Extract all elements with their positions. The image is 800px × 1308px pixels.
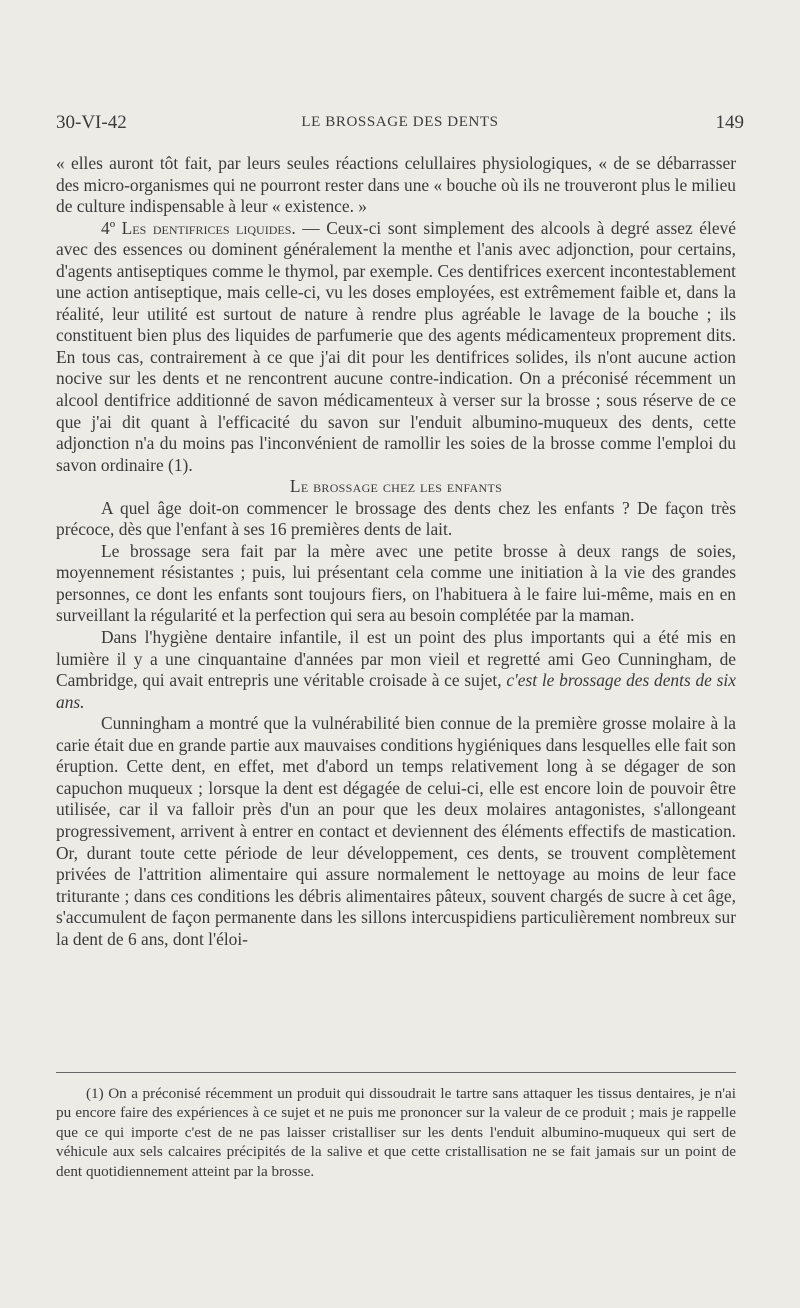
header-date: 30-VI-42 <box>56 112 127 133</box>
section-4-text: — Ceux-ci sont simplement des alcools à degré assez élevé avec des essences ou dominent généralement la menthe et l'anis avec adjonction, pour certains, d'agents antiseptiques comme le thymol, par exemple. Ces dentifrices exercent incontestablement une action antiseptique, mais celle-ci, vu les doses employées, est extrêmement faible et, dans la réalité, leur utilité est surtout de nature à rendre plus agréable le lavage de la bouche ; ils constituent bien plus des liquides de parfumerie que des agents médicamenteux proprement dits. En tous cas, contrairement à ce que j'ai dit pour les dentifrices solides, ils n'ont aucune action nocive sur les dents et ne rencontrent aucune contre-indication. On a préconisé récemment un alcool dentifrice additionné de savon médicamenteux à verser sur la brosse ; sous réserve de ce que j'ai dit quant à l'efficacité du savon sur l'enduit albumino-muqueux des dents, cette adjonction n'a du moins pas l'inconvénient de ramollir les soies de la brosse comme l'emploi du savon ordinaire (1). <box>56 217 736 475</box>
quote-paragraph: « elles auront tôt fait, par leurs seules réactions celullaires physiologiques, « de se débarrasser des micro-organismes qui ne pourront rester dans une « bouche où ils ne trouveront plus le milieu de culture indispensable à leur « existence. » <box>56 153 736 217</box>
paragraph-hygiene-italic: c'est le brossage des dents de six ans. <box>56 670 736 712</box>
header-title: LE BROSSAGE DES DENTS <box>301 114 499 130</box>
section-4-paragraph <box>56 218 736 477</box>
paragraph-age: A quel âge doit-on commencer le brossage des dents chez les enfants ? De façon très précoce, dès que l'enfant à ses 16 premières dents de lait. <box>56 497 736 540</box>
main-text <box>56 153 736 950</box>
paragraph-hygiene <box>56 627 736 713</box>
paragraph-hygiene-text: Dans l'hygiène dentaire infantile, il est un point des plus importants qui a été mis en lumière il y a une cinquantaine d'années par mon vieil et regretté ami Geo Cunningham, de Cambridge, qui avait entrepris une véritable croisade à ce sujet, <box>56 627 736 691</box>
running-header <box>56 112 744 138</box>
paragraph-brushing: Le brossage sera fait par la mère avec une petite brosse à deux rangs de soies, moyennement résistantes ; puis, lui présentant cela comme une initiation à la vie des grandes personnes, ce dont les enfants sont toujours fiers, on l'habituera à le faire lui-même, mais en en surveillant la régularité et la perfection qui sera au besoin complétée par la maman. <box>56 540 736 626</box>
footnote-rule <box>56 1072 736 1073</box>
footnote <box>56 1084 736 1181</box>
page-number: 149 <box>715 112 744 133</box>
section-4-title: 4º Les dentifrices liquides. <box>101 217 296 238</box>
section-heading: Le brossage chez les enfants <box>289 476 503 497</box>
paragraph-cunningham: Cunningham a montré que la vulnérabilité bien connue de la première grosse molaire à la carie était due en grande partie aux mauvaises conditions hygiéniques dans lesquelles elle fait son éruption. Cette dent, en effet, met d'abord un temps relativement long à se dégager de son capuchon muqueux ; lorsque la dent est dégagée de celui-ci, elle est encore loin de pouvoir être utilisée, car il va falloir près d'un an pour que les deux molaires antagonistes, s'allongeant progressivement, arrivent à entrer en contact et deviennent des éléments effectifs de mastication. Or, durant toute cette période de leur développement, ces dents, se trouvent complètement privées de l'attrition alimentaire qui assure normalement le nettoyage au moins de leur face triturante ; dans ces conditions les débris alimentaires pâteux, souvent chargés de sucre à cet âge, s'accumulent de façon permanente dans les sillons intercuspidiens particulièrement nombreux sur la dent de 6 ans, dont l'éloi- <box>56 713 736 949</box>
footnote-text: (1) On a préconisé récemment un produit qui dissoudrait le tartre sans attaquer les tissus dentaires, je n'ai pu encore faire des expériences à ce sujet et ne puis me prononcer sur la valeur de ce produit ; mais je rappelle que ce qui importe c'est de ne pas laisser cristalliser sur les dents l'enduit albumino-muqueux qui sert de véhicule aux sels calcaires précipités de la salive et que cette cristallisation ne se fait jamais sur un point de dent quotidiennement atteint par la brosse. <box>56 1085 736 1180</box>
